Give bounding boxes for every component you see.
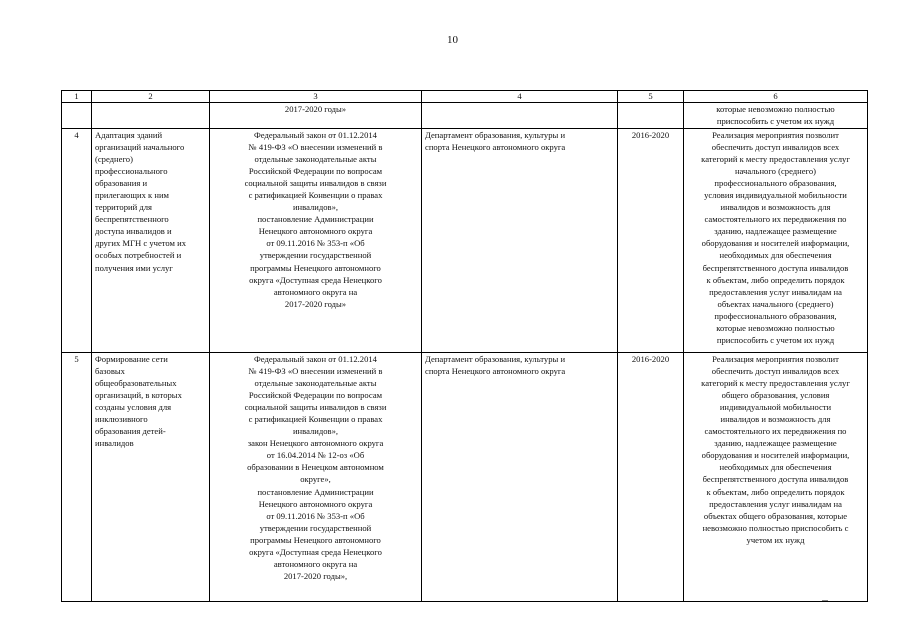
text-line: которые невозможно полностью [716,322,835,333]
text-line: инклюзивного [95,414,148,425]
text-line: с ратификацией Конвенции о правах [248,190,383,201]
cont-result-cell [684,103,868,129]
text-line: базовых [95,366,125,377]
text-line: необходимых для обеспечения [719,462,832,473]
text-line: образования детей- [95,426,166,437]
text-line: оборудования и носителей информации, [701,450,850,461]
text-line: отдельные законодательные акты [254,378,377,389]
text-line: инвалидов [95,438,134,449]
text-line: Российской Федерации по вопросам [248,390,383,401]
text-line: от 09.11.2016 № 353-п «Об [266,238,365,249]
text-line: обеспечить доступ инвалидов всех [711,366,840,377]
executor-cell [422,129,618,353]
text-line: беспрепятственного [95,214,169,225]
table-row [62,353,868,602]
text-line: спорта Ненецкого автономного округа [425,142,566,153]
header-cell-2: 2 [92,91,210,103]
text-line: округе», [300,474,331,485]
text-line: прилегающих к ним [95,190,169,201]
period-cell: 2016-2020 [618,129,684,353]
text-line: округа «Доступная среда Ненецкого [249,274,382,285]
text-line: (среднего) [95,154,133,165]
header-cell-3: 3 [210,91,422,103]
text-line: спорта Ненецкого автономного округа [425,366,566,377]
text-line: закон Ненецкого автономного округа [247,438,384,449]
cont-num-cell [62,103,92,129]
text-line: инвалидов», [292,202,339,213]
text-line: Формирование сети [95,354,168,364]
text-line: Российской Федерации по вопросам [248,166,383,177]
text-line: категорий к месту предоставления услуг [701,154,850,165]
text-line: территорий для [95,202,152,213]
text-line: общего образования, условия [721,390,830,401]
text-line: необходимых для обеспечения [719,250,832,261]
text-line: Реализация мероприятия позволит [712,130,839,140]
measure-name-cell [92,353,210,602]
cont-name-cell [92,103,210,129]
text-line: инвалидов и возможность для [720,202,831,213]
text-line: от 09.11.2016 № 353-п «Об [266,510,365,521]
text-line: программы Ненецкого автономного [250,534,381,545]
text-line: постановление Администрации [257,214,374,225]
row-number: 5 [62,353,92,602]
text-line: оборудования и носителей информации, [701,238,850,249]
text-line: к объектам, либо определить порядок [706,486,845,497]
text-line: Департамент образования, культуры и [425,354,566,364]
page-number: 10 [447,34,458,46]
text-line: 2017-2020 годы», [283,570,348,581]
text-line: невозможно полностью приспособить с [702,522,849,533]
cont-executor-cell [422,103,618,129]
text-line: предоставления услуг инвалидам на [709,498,842,509]
text-line: беспрепятственного доступа инвалидов [702,474,849,485]
legal-basis-cell [210,129,422,353]
text-line: получения ими услуг [95,262,173,273]
text-line: доступа инвалидов и [95,226,172,237]
row-number: 4 [62,129,92,353]
header-cell-5: 5 [618,91,684,103]
text-line: № 419-ФЗ «О внесении изменений в [248,142,383,153]
text-line: программы Ненецкого автономного [250,262,381,273]
executor-cell [422,353,618,602]
text-line: утверждении государственной [259,522,372,533]
text-line: объектах начального (среднего) [717,298,834,309]
text-line: Ненецкого автономного округа [258,226,373,237]
measure-name-cell [92,129,210,353]
text-line: профессионального образования, [714,178,837,189]
cont-legal-cell [210,103,422,129]
text-line: начального (среднего) [734,166,817,177]
text-line: организаций, в которых [95,390,182,401]
text-line: округа «Доступная среда Ненецкого [249,546,382,557]
text-line: созданы условия для [95,402,172,413]
header-cell-4: 4 [422,91,618,103]
text-line: Департамент образования, культуры и [425,130,566,140]
text-line: автономного округа на [273,286,358,297]
text-line: к объектам, либо определить порядок [706,274,845,285]
text-line: категорий к месту предоставления услуг [701,378,850,389]
text-line: профессионального [95,166,168,177]
text-line: № 419-ФЗ «О внесении изменений в [248,366,383,377]
text-line: Реализация мероприятия позволит [712,354,839,364]
continuation-row [62,103,868,129]
text-line: социальной защиты инвалидов в связи [244,178,387,189]
header-cell-6: 6 [684,91,868,103]
text-line: инвалидов и возможность для [720,414,831,425]
text-line: Ненецкого автономного округа [258,498,373,509]
text-line: беспрепятственного доступа инвалидов [702,262,849,273]
text-line: Федеральный закон от 01.12.2014 [254,130,377,140]
text-line: самостоятельного их передвижения по [704,426,847,437]
text-line: образования и [95,178,148,189]
text-line: приспособить с учетом их нужд [716,334,835,345]
text-line: индивидуальной мобильности [719,402,832,413]
text-line: условия индивидуальной мобильности [704,190,847,201]
text-line: отдельные законодательные акты [254,154,377,165]
table-row [62,129,868,353]
result-cell [684,353,868,602]
text-line: Федеральный закон от 01.12.2014 [254,354,377,364]
scan-mark [822,600,828,601]
text-line: обеспечить доступ инвалидов всех [711,142,840,153]
measures-table [61,90,868,602]
text-line: образовании в Ненецком автономном [247,462,384,473]
header-cell-1: 1 [62,91,92,103]
text-line: других МГН с учетом их [95,238,187,249]
cont-period-cell [618,103,684,129]
header-row [62,91,868,103]
text-line: 2017-2020 годы» [284,298,347,309]
text-line: объектах общего образования, которые [703,510,848,521]
text-line: приспособить с учетом их нужд [716,116,835,127]
text-line: организаций начального [95,142,185,153]
text-line: постановление Администрации [257,486,374,497]
text-line: Адаптация зданий [95,130,163,140]
text-line: утверждении государственной [259,250,372,261]
text-line: общеобразовательных [95,378,177,389]
text-line: с ратификацией Конвенции о правах [248,414,383,425]
text-line: предоставления услуг инвалидам на [709,286,842,297]
text-line: самостоятельного их передвижения по [704,214,847,225]
text-line: автономного округа на [273,558,358,569]
text-line: профессионального образования, [714,310,837,321]
text-line: от 16.04.2014 № 12-оз «Об [266,450,365,461]
text-line: 2017-2020 годы» [284,104,347,114]
result-cell [684,129,868,353]
text-line: которые невозможно полностью [716,104,835,114]
text-line: социальной защиты инвалидов в связи [244,402,387,413]
text-line: зданию, надлежащее размещение [714,438,837,449]
text-line: инвалидов», [292,426,339,437]
text-line: учетом их нужд [746,534,805,545]
text-line: зданию, надлежащее размещение [714,226,837,237]
text-line: особых потребностей и [95,250,182,261]
period-cell: 2016-2020 [618,353,684,602]
legal-basis-cell [210,353,422,602]
